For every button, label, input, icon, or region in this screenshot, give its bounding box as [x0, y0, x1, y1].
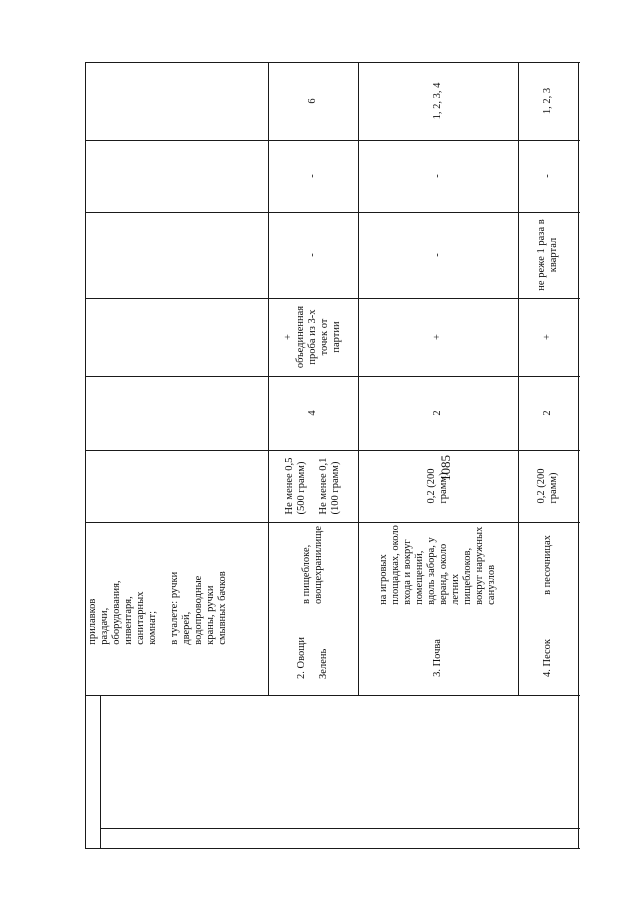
sand-dash: -: [542, 174, 553, 178]
sand-frequency-cell: [519, 213, 577, 297]
soil-pooled-cell: [359, 299, 517, 375]
sand-pooled-cell: [519, 299, 577, 375]
soil-location-line: летних: [450, 573, 461, 605]
prev-location-line: прилавков: [87, 598, 98, 645]
soil-object: 3. Почва: [432, 639, 443, 677]
table-rule: [268, 62, 269, 696]
sand-pooled: +: [542, 334, 553, 340]
sand-weight-line: грамм): [548, 472, 559, 504]
sand-dash-cell: [519, 141, 577, 211]
vegetables-pooled-line: точек от: [319, 318, 330, 356]
table-rule: [100, 695, 101, 848]
soil-location-line: вокруг наружных: [474, 526, 485, 605]
sand-frequency-line: квартал: [548, 237, 559, 273]
vegetables-weight-line: [308, 458, 318, 515]
prev-location-line: краны, ручки: [205, 585, 216, 645]
vegetables-location-line: овощехранилище: [313, 526, 324, 604]
soil-pooled: +: [432, 334, 443, 340]
prev-location-line: санитарных: [135, 591, 146, 645]
sand-object: 4. Песок: [542, 638, 553, 678]
vegetables-pooled-line: +: [283, 334, 294, 340]
table-rule: [578, 62, 579, 848]
soil-dash: -: [432, 174, 443, 178]
vegetables-weight-line: Не менее 0,1: [318, 457, 329, 515]
vegetables-pooled-cell: [270, 299, 356, 375]
vegetables-location-cell: [270, 524, 356, 606]
sand-weight-line: 0,2 (200: [536, 468, 547, 504]
soil-location-line: площадках, около: [390, 525, 401, 605]
soil-dash-cell: [359, 141, 517, 211]
soil-count-cell: [359, 378, 517, 448]
vegetables-weight-line: Не менее 0,5: [284, 457, 295, 515]
prev-location-line: дверей,: [181, 611, 192, 645]
sand-location: в песочницах: [542, 535, 553, 595]
prev-location-line: смывных бачков: [217, 571, 228, 645]
table-rule: [85, 848, 580, 849]
vegetables-object-line: 2. Овощи: [296, 637, 307, 679]
soil-location-line: на игровых: [378, 554, 389, 605]
vegetables-weight-line: (500 грамм): [296, 461, 307, 515]
prev-location-line: [159, 571, 169, 645]
soil-location-line: веранд, около: [438, 543, 449, 605]
soil-frequency-cell: [359, 213, 517, 297]
prev-location-line: инвентаря,: [123, 596, 134, 645]
table-rule: [100, 828, 580, 829]
soil-indicators-cell: [359, 63, 517, 139]
prev-location-cell: [87, 522, 267, 694]
vegetables-dash: -: [307, 174, 318, 178]
soil-weight-cell: [359, 451, 517, 521]
soil-weight-line: грамм): [438, 472, 449, 504]
sand-count-cell: [519, 378, 577, 448]
prev-location-line: раздачи,: [99, 607, 110, 645]
vegetables-object-line: Зелень: [318, 648, 329, 679]
prev-location-line: в туалете: ручки: [169, 571, 180, 645]
vegetables-object-cell: [270, 623, 356, 693]
vegetables-weight-line: (100 грамм): [330, 461, 341, 515]
vegetables-indicators-cell: [270, 63, 356, 139]
prev-location-line: комнат;: [147, 610, 158, 645]
vegetables-pooled-line: проба из 3-х: [307, 309, 318, 365]
vegetables-object-line: [308, 637, 318, 679]
vegetables-count-cell: [270, 378, 356, 448]
page-number: 1085: [438, 455, 453, 481]
vegetables-dash-cell: [270, 141, 356, 211]
soil-weight-line: 0,2 (200: [426, 468, 437, 504]
vegetables-frequency: -: [307, 253, 318, 257]
sand-count: 2: [542, 410, 553, 416]
prev-location-line: оборудования,: [111, 580, 122, 645]
sand-weight-cell: [519, 451, 577, 521]
sand-indicators: 1, 2, 3: [542, 87, 553, 115]
vegetables-count: 4: [307, 410, 318, 416]
soil-count: 2: [432, 410, 443, 416]
table-rule: [85, 376, 580, 377]
soil-location-line: санузлов: [486, 564, 497, 605]
table-rule: [85, 62, 86, 848]
soil-frequency: -: [432, 253, 443, 257]
prev-location-line: водопроводные: [193, 575, 204, 645]
table-rule: [85, 695, 580, 696]
vegetables-weight-cell: [270, 451, 356, 521]
sand-indicators-cell: [519, 63, 577, 139]
vegetables-indicators: 6: [307, 98, 318, 104]
vegetables-pooled-line: партии: [331, 321, 342, 353]
soil-location-line: помещений,: [414, 550, 425, 605]
vegetables-pooled-line: объединенная: [295, 305, 306, 369]
soil-location-line: входа и вокруг: [402, 539, 413, 605]
soil-location-line: пищеблоков,: [462, 547, 473, 605]
vegetables-frequency-cell: [270, 213, 356, 297]
soil-location-line: вдоль забора, у: [426, 537, 437, 605]
sand-frequency-line: не реже 1 раза в: [536, 219, 547, 291]
vegetables-location-line: в пищеблоке,: [301, 544, 312, 604]
soil-indicators: 1, 2, 3, 4: [432, 82, 443, 120]
